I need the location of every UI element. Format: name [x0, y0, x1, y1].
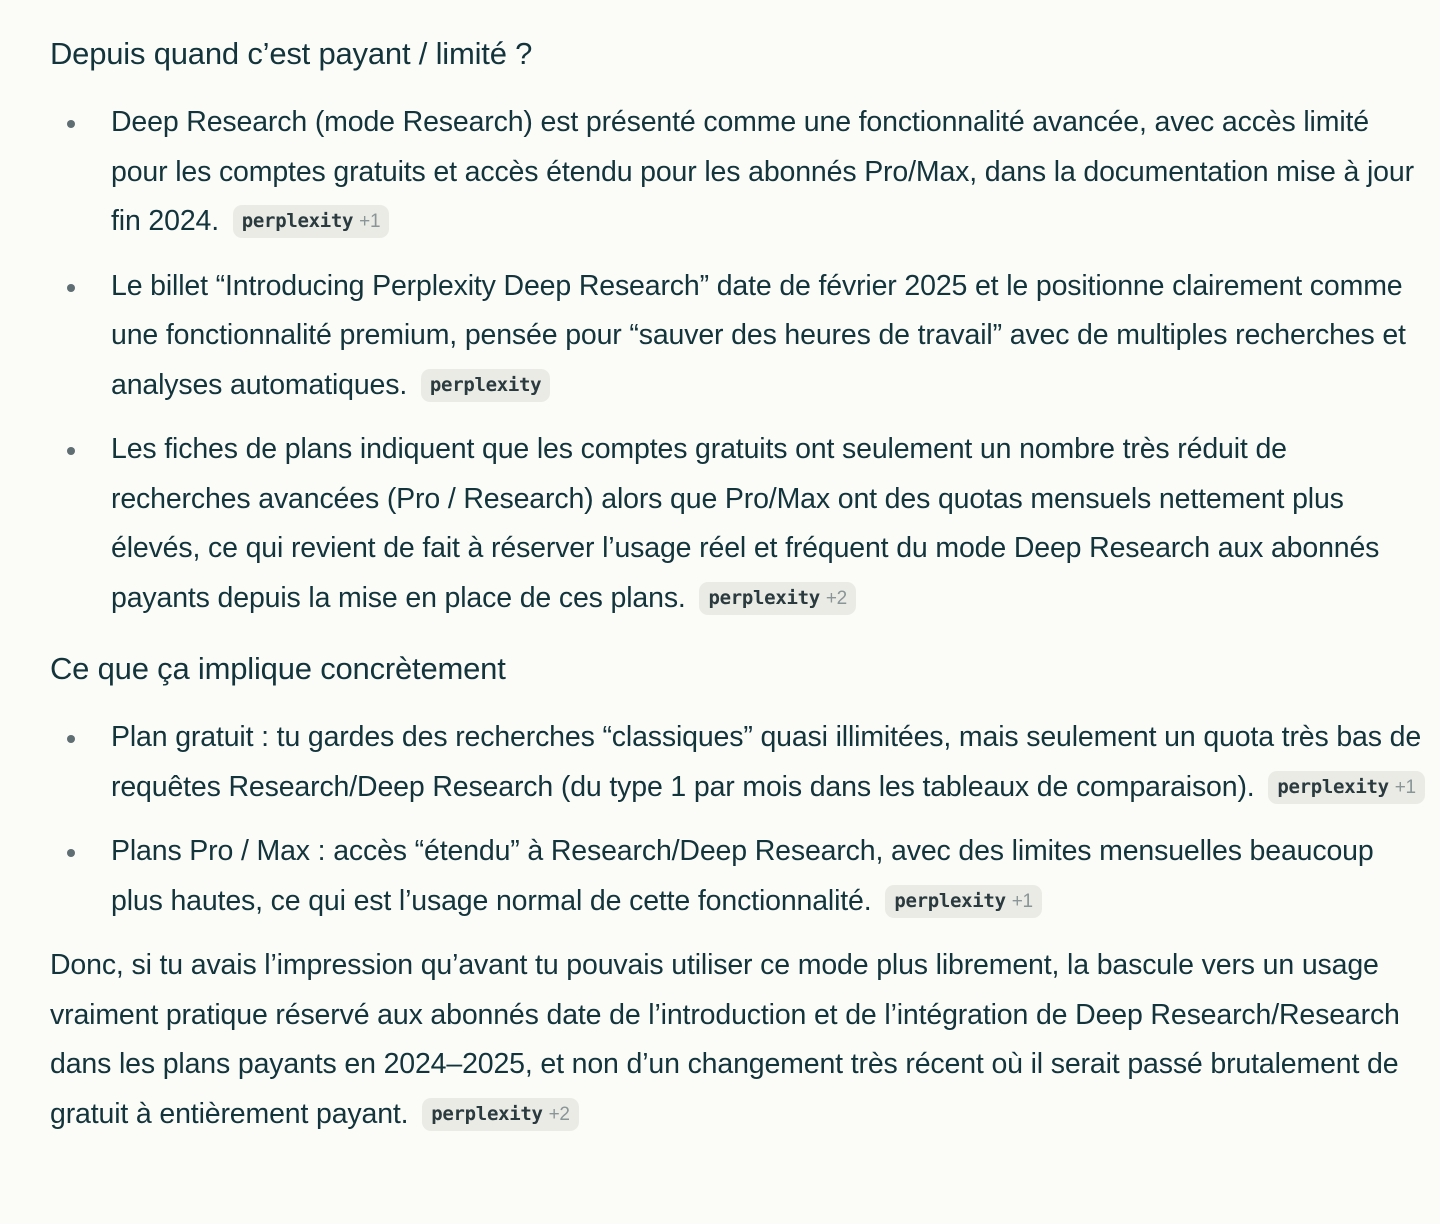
conclusion-paragraph	[50, 941, 1425, 1139]
bullet-list-since-when	[50, 98, 1425, 623]
citation-more-count: +1	[1011, 890, 1033, 912]
list-item	[50, 425, 1425, 623]
citation-source: perplexity	[431, 1102, 543, 1125]
conclusion-text: Donc, si tu avais l’impression qu’avant tu pouvais utiliser ce mode plus librement, la bascule vers un usage vraiment pratique réservé aux abonnés date de l’introduction et de l’intégration de Deep Research/Research dans les plans payants en 2024–2025, et non d’un changement très récent où il serait passé brutalement de gratuit à entièrement payant.	[50, 949, 1400, 1130]
citation-source: perplexity	[241, 210, 354, 232]
list-item	[50, 262, 1425, 411]
list-item-text: Plan gratuit : tu gardes des recherches “classiques” quasi illimitées, mais seulement un quota très bas de requêtes Research/Deep Research (du type 1 par mois dans les tableaux de comparaison).	[111, 721, 1422, 803]
list-item-text: Plans Pro / Max : accès “étendu” à Research/Deep Research, avec des limites mensuelles beaucoup plus hautes, ce qui est l’usage normal de cette fonctionnalité.	[111, 835, 1374, 917]
bullet-icon	[67, 849, 75, 857]
bullet-icon	[67, 735, 75, 743]
citation-more-count: +2	[825, 587, 847, 609]
citation-badge[interactable]	[421, 369, 550, 402]
citation-source: perplexity	[894, 889, 1006, 912]
list-item-text: Les fiches de plans indiquent que les comptes gratuits ont seulement un nombre très réduit de recherches avancées (Pro / Research) alors que Pro/Max ont des quotas mensuels nettement plus élevés, ce qui revient de fait à réserver l’usage réel et fréquent du mode Deep Research aux abonnés payants depuis la mise en place de ces plans.	[111, 433, 1380, 614]
citation-badge[interactable]	[1268, 771, 1424, 804]
bullet-icon	[67, 284, 75, 292]
citation-more-count: +1	[1394, 776, 1416, 798]
section-title-implications: Ce que ça implique concrètement	[50, 651, 506, 686]
list-item	[50, 713, 1425, 812]
citation-badge[interactable]	[699, 582, 855, 615]
bullet-list-implications	[50, 713, 1425, 926]
citation-badge[interactable]	[422, 1098, 578, 1131]
citation-more-count: +1	[359, 211, 381, 232]
list-item-text: Deep Research (mode Research) est présenté comme une fonctionnalité avancée, avec accès limité pour les comptes gratuits et accès étendu pour les abonnés Pro/Max, dans la documentation mise à jour fin 2024.	[111, 106, 1414, 237]
answer-content	[50, 0, 1425, 1139]
citation-source: perplexity	[429, 373, 542, 396]
citation-source: perplexity	[708, 586, 820, 609]
bullet-icon	[67, 447, 75, 455]
citation-source: perplexity	[1277, 775, 1389, 798]
section-title-since-when: Depuis quand c’est payant / limité ?	[50, 36, 533, 71]
citation-more-count: +2	[548, 1103, 570, 1125]
list-item-text: Le billet “Introducing Perplexity Deep Research” date de février 2025 et le positionne clairement comme une fonctionnalité premium, pensée pour “sauver des heures de travail” avec de multiples recherches et analyses automatiques.	[111, 269, 1406, 401]
citation-badge[interactable]	[233, 205, 389, 238]
citation-badge[interactable]	[885, 885, 1041, 918]
bullet-icon	[67, 120, 75, 128]
list-item	[50, 98, 1425, 247]
list-item	[50, 827, 1425, 926]
